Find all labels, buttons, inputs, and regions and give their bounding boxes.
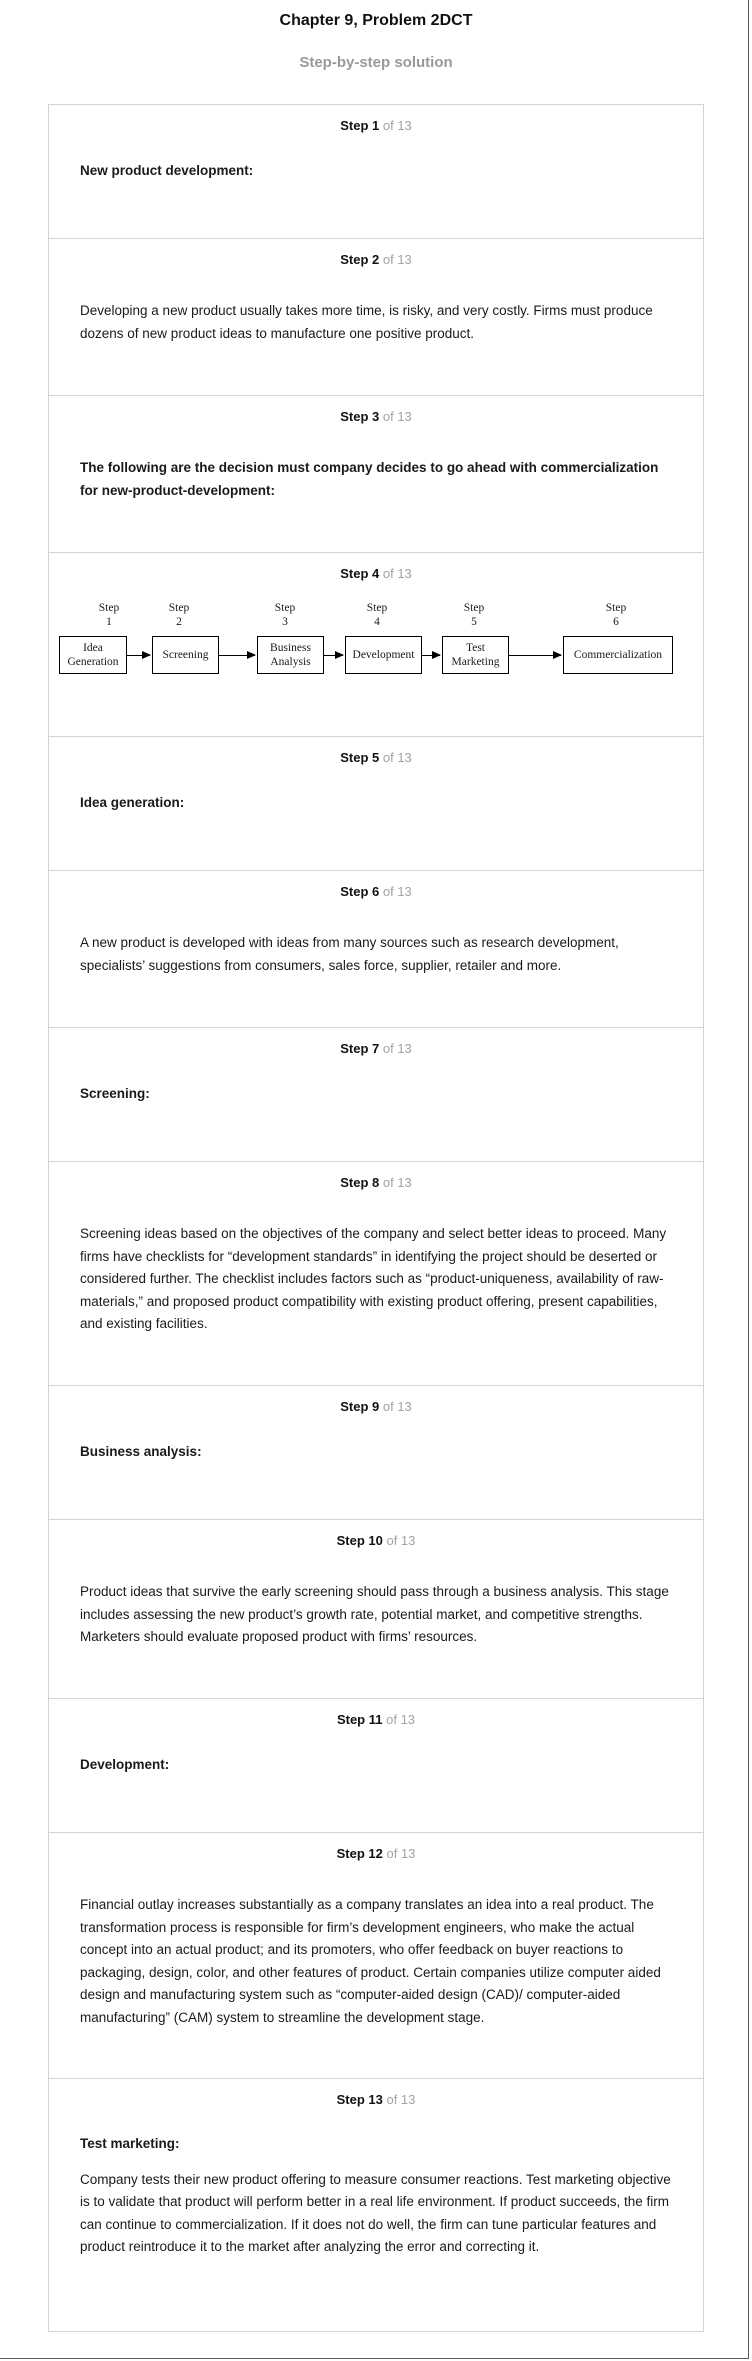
- step-text: Company tests their new product offering to measure consumer reactions. Test marketing objective is to validate that product will perform better in a real life environment. If product succeeds, the firm can continue to commercialization. If it does not do well, the firm can tune particular features and product reintroduce it to the market after analyzing the error and correcting it.: [80, 2171, 671, 2254]
- step-header: Step 13 of 13: [336, 2092, 416, 2107]
- step-content: [49, 2133, 703, 2259]
- step-header: Step 8 of 13: [340, 1175, 412, 1190]
- step-header: Step 5 of 13: [340, 750, 412, 765]
- step-heading: Idea generation:: [80, 795, 185, 810]
- step-12: [49, 1832, 703, 2078]
- flow-arrow-icon: [127, 655, 150, 656]
- flow-step-label: Step 1: [98, 602, 120, 628]
- step-text: A new product is developed with ideas from many sources such as research development, specialists’ suggestions from consumers, sales force, supplier, retailer and more.: [80, 935, 619, 973]
- step-header: Step 2 of 13: [340, 252, 412, 267]
- step-13: [49, 2078, 703, 2331]
- step-4: [49, 552, 703, 736]
- page-title: Chapter 9, Problem 2DCT: [279, 12, 473, 29]
- flow-box-test-marketing: Test Marketing: [442, 636, 509, 674]
- flow-arrow-icon: [324, 655, 343, 656]
- flow-arrow-icon: [219, 655, 255, 656]
- step-3: [49, 395, 703, 552]
- step-9: [49, 1385, 703, 1519]
- step-header: Step 1 of 13: [340, 118, 412, 133]
- step-text: Financial outlay increases substantially as a company translates an idea into a real product. The transformation process is responsible for firm’s development engineers, who make the actual concept into an actual product; and its promoters, who offer feedback on buyer reactions to packaging, design, color, and other features of product. Certain companies utilize computer aided design and manufacturing system such as “computer-aided design (CAD)/ computer-aided manufacturing” (CAM) system to streamline the development stage.: [80, 1897, 661, 2025]
- step-5: [49, 736, 703, 870]
- page-subtitle: Step-by-step solution: [299, 54, 453, 71]
- step-text: Developing a new product usually takes more time, is risky, and very costly. Firms must produce dozens of new product ideas to manufacture one positive product.: [80, 303, 653, 341]
- step-header: Step 11 of 13: [336, 1712, 416, 1727]
- step-2: [49, 238, 703, 395]
- step-11: [49, 1698, 703, 1832]
- step-1: [49, 104, 703, 238]
- step-header: Step 6 of 13: [340, 884, 412, 899]
- flow-step-label: Step 3: [274, 602, 296, 628]
- step-6: [49, 870, 703, 1027]
- step-heading: New product development:: [80, 163, 254, 178]
- step-header: Step 3 of 13: [340, 409, 412, 424]
- step-10: [49, 1519, 703, 1698]
- flow-step-label: Step 5: [463, 602, 485, 628]
- flow-arrow-icon: [509, 655, 561, 656]
- step-heading: Test marketing:: [80, 2136, 180, 2151]
- flow-step-label: Step 6: [605, 602, 627, 628]
- step-heading: The following are the decision must company decides to go ahead with commercialization for new-product-development:: [80, 460, 659, 498]
- process-flow-diagram: [49, 601, 703, 701]
- flow-box-business-analysis: Business Analysis: [257, 636, 324, 674]
- flow-box-development: Development: [345, 636, 422, 674]
- step-7: [49, 1027, 703, 1161]
- flow-arrow-icon: [422, 655, 440, 656]
- step-text: Product ideas that survive the early screening should pass through a business analysis. This stage includes assessing the new product’s growth rate, potential market, and competitive strengths. Marketers should evaluate proposed product with firms’ resources.: [80, 1584, 669, 1644]
- flow-box-commercialization: Commercialization: [563, 636, 673, 674]
- flow-step-label: Step 2: [168, 602, 190, 628]
- step-header: Step 4 of 13: [340, 566, 412, 581]
- step-header: Step 10 of 13: [336, 1533, 416, 1548]
- step-heading: Development:: [80, 1757, 170, 1772]
- step-8: [49, 1161, 703, 1385]
- step-header: Step 9 of 13: [340, 1399, 412, 1414]
- solution-steps: [48, 104, 704, 2332]
- flow-box-idea-generation: Idea Generation: [59, 636, 127, 674]
- step-heading: Screening:: [80, 1086, 150, 1101]
- flow-box-screening: Screening: [152, 636, 219, 674]
- step-heading: Business analysis:: [80, 1444, 202, 1459]
- flow-step-label: Step 4: [366, 602, 388, 628]
- step-header: Step 12 of 13: [336, 1846, 416, 1861]
- step-text: Screening ideas based on the objectives of the company and select better ideas to proceed. Many firms have checklists for “development standards” in identifying the project should be deserted or considered further. The checklist includes factors such as “product-uniqueness, availability of raw- materials,” and proposed product compatibility with existing product offering, present capabilities, and existing facilities.: [80, 1226, 667, 1331]
- step-header: Step 7 of 13: [340, 1041, 412, 1056]
